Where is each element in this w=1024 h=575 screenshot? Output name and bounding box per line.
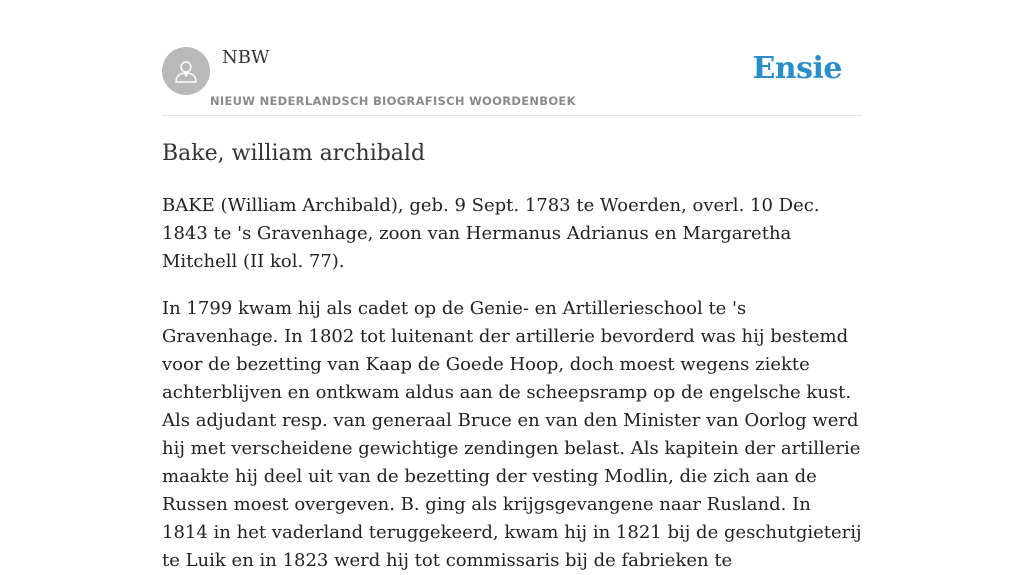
article-paragraph-1: BAKE (William Archibald), geb. 9 Sept. 1783 te Woerden, overl. 10 Dec. 1843 te 's Gravenhage, zoon van Hermanus Adrianus en Margaretha Mitchell (II kol. 77). xyxy=(162,195,820,272)
source-full-name: NIEUW NEDERLANDSCH BIOGRAFISCH WOORDENBOEK xyxy=(210,94,576,108)
source-name-link[interactable]: NBW xyxy=(222,47,270,68)
article-paragraph-2: In 1799 kwam hij als cadet op de Genie- en Artillerieschool te 's Gravenhage. In 1802 tot luitenant der artillerie bevorderd was hij bestemd voor de bezetting van Kaap de Goede Hoop, doch moest wegens ziekte achterblijven en ontkwam aldus aan de scheepsramp op de engelsche kust. Als adjudant resp. van generaal Bruce en van den Minister van Oorlog werd hij met verscheidene gewichtige zendingen belast. Als kapitein der artillerie maakte hij deel uit van de bezetting der vesting Modlin, die zich aan de Russen moest overgeven. B. ging als krijgsgevangene naar Rusland. In 1814 in het vaderland teruggekeerd, kwam hij in 1821 bij de geschutgieterij te Luik en in 1823 werd hij tot commissaris bij de fabrieken te xyxy=(162,298,862,571)
source-avatar[interactable] xyxy=(162,47,210,95)
article-title: Bake, william archibald xyxy=(162,141,426,166)
article xyxy=(162,136,862,575)
source-header xyxy=(162,0,862,116)
brand-logo[interactable]: Ensie xyxy=(752,51,842,86)
user-icon xyxy=(172,57,200,85)
